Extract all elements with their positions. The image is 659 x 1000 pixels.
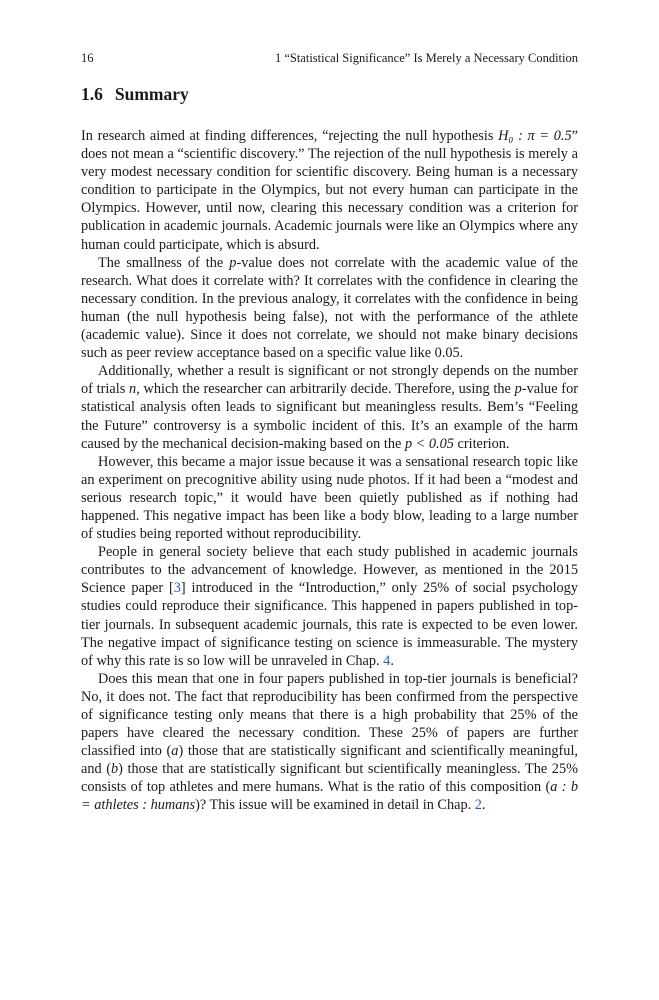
text-run: Does this mean that one in four papers published in top-tier journals is beneficial? No, it does not. The fact that reproducibility has been confirmed from the perspective of significance testing only means that there is a high probability that 25% of the papers have cleared the necessary condition. These 25% of papers are further classified into ( bbox=[81, 670, 578, 760]
text-run: . bbox=[390, 652, 394, 669]
paragraph bbox=[81, 453, 578, 543]
text-run: -value for statistical analysis often leads to significant but meaningless results. Bem’s “Feeling the Future” controversy is a symbolic incident of this. It’s an example of the harm caused by the mechanical decision-making based on the bbox=[81, 381, 578, 452]
text-run: People in general society believe that each study published in academic journals contributes to the advancement of knowledge. However, as mentioned in the 2015 Science paper [ bbox=[81, 544, 578, 597]
text-run: ” does not mean a “scientific discovery.” The rejection of the null hypothesis is merely a very modest necessary condition for scientific discovery. Being human is a necessary condition to participate in the Olympics, but not every human can participate in the Olympics. However, until now, clearing this necessary condition was a criterion for publication in academic journals. Academic journals were like an Olympics where any human could participate, which is absurd. bbox=[81, 128, 578, 253]
section-title: Summary bbox=[114, 84, 189, 104]
text-run: -value does not correlate with the academic value of the research. What does it correlate with? It correlates with the confidence in clearing the necessary condition. In the previous analogy, it correlates with the confidence in being human (the null hypothesis being false), not with the performance of the athlete (academic value). Since it does not correlate, we should not make binary decisions such as peer review acceptance based on a specific value like 0.05. bbox=[81, 254, 578, 362]
paragraph bbox=[81, 254, 578, 363]
chapter-link[interactable]: 4 bbox=[383, 652, 391, 669]
text-run: The smallness of the bbox=[98, 254, 230, 271]
text-run: , which the researcher can arbitrarily decide. Therefore, using the bbox=[136, 381, 515, 398]
paragraph bbox=[81, 127, 578, 254]
math-null-hypothesis: H₀ : π = 0.5 bbox=[498, 128, 572, 144]
math-ratio: a : b = athletes : humans bbox=[81, 779, 578, 814]
text-run: . bbox=[481, 797, 486, 814]
citation-link[interactable]: 3 bbox=[173, 580, 181, 597]
text-run: However, this became a major issue because it was a sensational research topic like an experiment on precognitive ability using nude photos. If it had been a “modest and serious research topic,” it would have been quietly published as if nothing had happened. This negative impact has been like a body blow, leading to a large number of studies being reported without reproducibility. bbox=[81, 453, 578, 543]
text-run: criterion. bbox=[453, 435, 510, 452]
body-text bbox=[81, 127, 578, 815]
text-run: In research aimed at finding differences, “rejecting the null hypothesis bbox=[81, 128, 499, 144]
math-p: p bbox=[514, 381, 522, 398]
paragraph bbox=[81, 362, 578, 452]
text-run: )? This issue will be examined in detail in Chap. bbox=[195, 797, 475, 814]
math-p: p bbox=[229, 254, 237, 271]
section-heading bbox=[81, 84, 189, 105]
text-run: Additionally, whether a result is significant or not strongly depends on the number of trials bbox=[81, 363, 578, 398]
chapter-link[interactable]: 2 bbox=[474, 797, 482, 814]
running-header bbox=[81, 51, 578, 69]
page-number: 16 bbox=[81, 51, 94, 65]
text-run: ) those that are statistically significant but scientifically meaningless. The 25% consists of top athletes and mere humans. What is the ratio of this composition ( bbox=[81, 761, 578, 796]
running-title: 1 “Statistical Significance” Is Merely a Necessary Condition bbox=[274, 51, 578, 65]
paragraph bbox=[81, 543, 578, 670]
math-p-threshold: p < 0.05 bbox=[404, 435, 454, 452]
text-run: ] introduced in the “Introduction,” only 25% of social psychology studies could reproduce their significance. This happened in papers published in top-tier journals. In subsequent academic journals, this rate is expected to be even lower. The negative impact of significance testing on science is immeasurable. The mystery of why this rate is so low will be unraveled in Chap. bbox=[81, 580, 578, 669]
math-b: b bbox=[111, 761, 119, 778]
text-run: ) those that are statistically significant and scientifically meaningful, and ( bbox=[81, 743, 578, 778]
section-number: 1.6 bbox=[81, 84, 103, 104]
math-a: a bbox=[171, 743, 179, 760]
paragraph bbox=[81, 670, 578, 815]
math-n: n bbox=[129, 381, 137, 398]
